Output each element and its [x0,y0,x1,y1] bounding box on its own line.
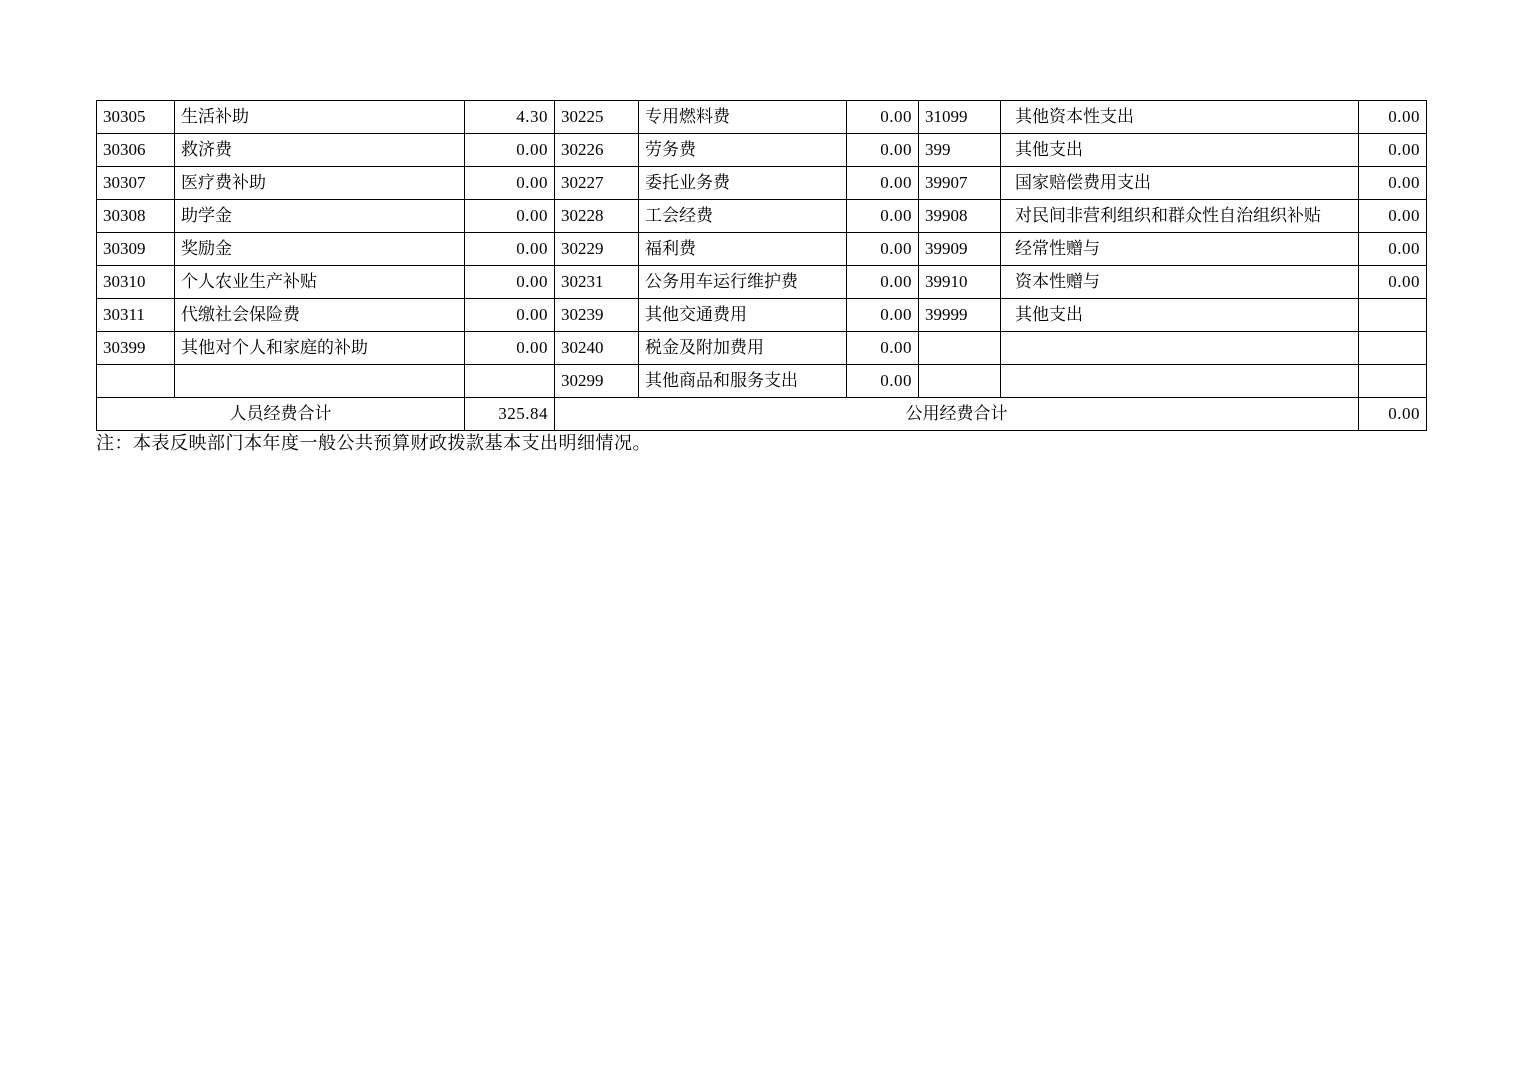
table-row [97,266,1427,299]
cell-name-col3: 其他资本性支出 [1001,101,1359,134]
cell-name-col2: 委托业务费 [639,167,847,200]
cell-name-col1: 其他对个人和家庭的补助 [175,332,465,365]
cell-amount-col3 [1359,365,1427,398]
table-row [97,233,1427,266]
cell-amount-col2: 0.00 [847,134,919,167]
cell-name-col3: 其他支出 [1001,299,1359,332]
cell-code-col1: 30399 [97,332,175,365]
cell-code-col1: 30310 [97,266,175,299]
cell-code-col2: 30231 [555,266,639,299]
cell-code-col2: 30225 [555,101,639,134]
cell-amount-col2: 0.00 [847,200,919,233]
cell-code-col3: 39907 [919,167,1001,200]
cell-name-col2: 税金及附加费用 [639,332,847,365]
cell-code-col1: 30307 [97,167,175,200]
cell-amount-col1: 0.00 [465,299,555,332]
cell-code-col3 [919,332,1001,365]
cell-code-col2: 30227 [555,167,639,200]
public-total-amount: 0.00 [1359,398,1427,431]
cell-amount-col2: 0.00 [847,101,919,134]
cell-name-col1: 生活补助 [175,101,465,134]
cell-code-col3: 399 [919,134,1001,167]
cell-amount-col3: 0.00 [1359,233,1427,266]
cell-code-col1: 30308 [97,200,175,233]
cell-code-col1 [97,365,175,398]
cell-amount-col1 [465,365,555,398]
cell-code-col2: 30299 [555,365,639,398]
table-row [97,332,1427,365]
cell-name-col1: 医疗费补助 [175,167,465,200]
cell-name-col2: 工会经费 [639,200,847,233]
cell-code-col2: 30228 [555,200,639,233]
cell-code-col2: 30239 [555,299,639,332]
cell-amount-col2: 0.00 [847,167,919,200]
personnel-total-amount: 325.84 [465,398,555,431]
cell-amount-col3: 0.00 [1359,266,1427,299]
cell-amount-col1: 4.30 [465,101,555,134]
cell-name-col3: 国家赔偿费用支出 [1001,167,1359,200]
cell-amount-col1: 0.00 [465,266,555,299]
budget-detail-table [96,100,1427,431]
cell-amount-col3: 0.00 [1359,200,1427,233]
cell-amount-col3: 0.00 [1359,167,1427,200]
cell-name-col3: 经常性赠与 [1001,233,1359,266]
cell-amount-col3 [1359,332,1427,365]
cell-code-col3 [919,365,1001,398]
cell-amount-col1: 0.00 [465,233,555,266]
cell-name-col2: 其他交通费用 [639,299,847,332]
cell-code-col1: 30305 [97,101,175,134]
cell-name-col2: 劳务费 [639,134,847,167]
cell-amount-col2: 0.00 [847,299,919,332]
table-row [97,101,1427,134]
cell-name-col2: 其他商品和服务支出 [639,365,847,398]
cell-name-col1: 奖励金 [175,233,465,266]
cell-code-col2: 30226 [555,134,639,167]
cell-code-col1: 30306 [97,134,175,167]
public-total-label: 公用经费合计 [555,398,1359,431]
cell-name-col1: 助学金 [175,200,465,233]
cell-name-col3: 对民间非营利组织和群众性自治组织补贴 [1001,200,1359,233]
cell-name-col1: 救济费 [175,134,465,167]
cell-amount-col3 [1359,299,1427,332]
table-row [97,365,1427,398]
personnel-total-label: 人员经费合计 [97,398,465,431]
table-row [97,299,1427,332]
cell-name-col3 [1001,365,1359,398]
table-row [97,167,1427,200]
cell-amount-col2: 0.00 [847,332,919,365]
cell-name-col2: 公务用车运行维护费 [639,266,847,299]
cell-name-col3: 其他支出 [1001,134,1359,167]
budget-table-container [96,100,1426,431]
table-note: 注：本表反映部门本年度一般公共预算财政拨款基本支出明细情况。 [96,433,651,453]
table-row [97,134,1427,167]
cell-code-col1: 30309 [97,233,175,266]
cell-amount-col3: 0.00 [1359,134,1427,167]
cell-code-col3: 39909 [919,233,1001,266]
cell-code-col3: 39908 [919,200,1001,233]
table-total-row [97,398,1427,431]
cell-amount-col1: 0.00 [465,167,555,200]
cell-code-col1: 30311 [97,299,175,332]
cell-code-col3: 39910 [919,266,1001,299]
cell-code-col3: 31099 [919,101,1001,134]
cell-code-col2: 30229 [555,233,639,266]
cell-name-col3: 资本性赠与 [1001,266,1359,299]
cell-amount-col2: 0.00 [847,233,919,266]
cell-amount-col2: 0.00 [847,365,919,398]
cell-name-col2: 专用燃料费 [639,101,847,134]
cell-code-col2: 30240 [555,332,639,365]
table-row [97,200,1427,233]
cell-name-col2: 福利费 [639,233,847,266]
cell-name-col1 [175,365,465,398]
cell-amount-col1: 0.00 [465,200,555,233]
cell-amount-col1: 0.00 [465,134,555,167]
cell-amount-col2: 0.00 [847,266,919,299]
cell-name-col1: 代缴社会保险费 [175,299,465,332]
cell-code-col3: 39999 [919,299,1001,332]
cell-amount-col1: 0.00 [465,332,555,365]
cell-name-col3 [1001,332,1359,365]
cell-name-col1: 个人农业生产补贴 [175,266,465,299]
cell-amount-col3: 0.00 [1359,101,1427,134]
